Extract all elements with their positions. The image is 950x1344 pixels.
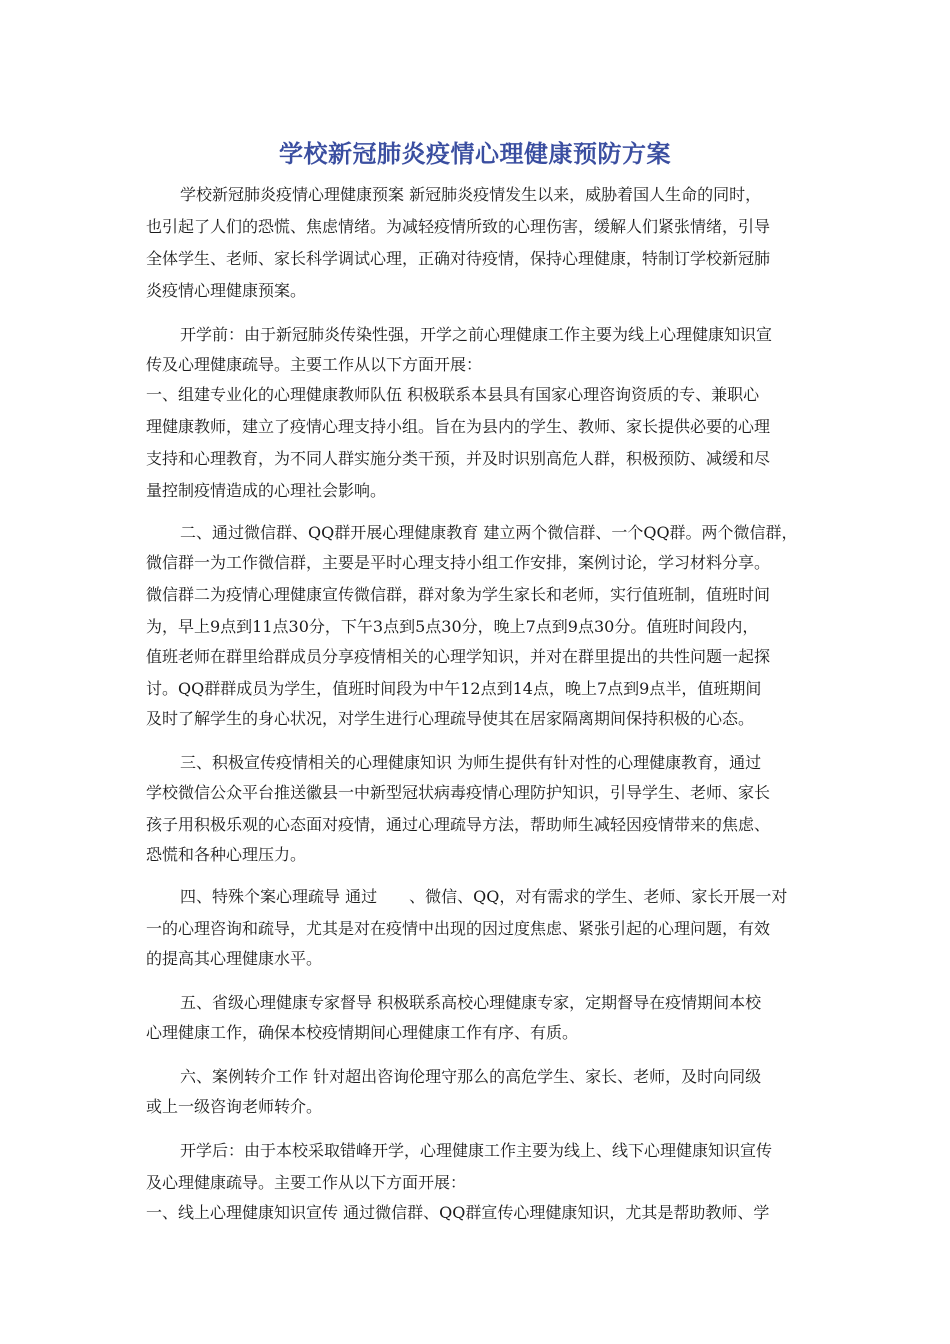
text-line: 一、组建专业化的心理健康教师队伍 积极联系本县具有国家心理咨询资质的专、兼职心 (146, 385, 760, 404)
text-line: 四、特殊个案心理疏导 通过 、微信、QQ，对有需求的学生、老师、家长开展一对 (180, 887, 788, 906)
text-line: 学校微信公众平台推送徽县一中新型冠状病毒疫情心理防护知识，引导学生、老师、家长 (146, 783, 771, 802)
text-line: 也引起了人们的恐慌、焦虑情绪。为减轻疫情所致的心理伤害，缓解人们紧张情绪，引导 (146, 217, 771, 236)
document-title: 学校新冠肺炎疫情心理健康预防方案 (279, 140, 671, 168)
text-line: 开学前：由于新冠肺炎传染性强，开学之前心理健康工作主要为线上心理健康知识宣 (180, 325, 773, 344)
text-line: 五、省级心理健康专家督导 积极联系高校心理健康专家，定期督导在疫情期间本校 (180, 993, 762, 1012)
text-line: 理健康教师，建立了疫情心理支持小组。旨在为县内的学生、教师、家长提供必要的心理 (146, 417, 771, 436)
text-line: 微信群一为工作微信群，主要是平时心理支持小组工作安排，案例讨论，学习材料分享。 (146, 553, 771, 572)
text-line: 学校新冠肺炎疫情心理健康预案 新冠肺炎疫情发生以来，威胁着国人生命的同时， (180, 185, 762, 204)
text-line: 三、积极宣传疫情相关的心理健康知识 为师生提供有针对性的心理健康教育，通过 (180, 753, 762, 772)
text-line: 讨。QQ群群成员为学生，值班时间段为中午12点到14点，晚上7点到9点半，值班期间 (146, 679, 762, 698)
text-line: 微信群二为疫情心理健康宣传微信群，群对象为学生家长和老师，实行值班制，值班时间 (146, 585, 771, 604)
text-line: 一、线上心理健康知识宣传 通过微信群、QQ群宣传心理健康知识，尤其是帮助教师、学 (146, 1203, 770, 1222)
text-line: 炎疫情心理健康预案。 (146, 281, 307, 300)
text-line: 量控制疫情造成的心理社会影响。 (146, 481, 387, 500)
text-line: 一的心理咨询和疏导，尤其是对在疫情中出现的因过度焦虑、紧张引起的心理问题，有效 (146, 919, 771, 938)
text-line: 传及心理健康疏导。主要工作从以下方面开展： (146, 355, 483, 374)
text-line: 或上一级咨询老师转介。 (146, 1097, 323, 1116)
text-line: 及时了解学生的身心状况，对学生进行心理疏导使其在居家隔离期间保持积极的心态。 (146, 709, 755, 728)
text-line: 的提高其心理健康水平。 (146, 949, 323, 968)
text-line: 及心理健康疏导。主要工作从以下方面开展： (146, 1173, 467, 1192)
text-line: 支持和心理教育，为不同人群实施分类干预，并及时识别高危人群，积极预防、减缓和尽 (146, 449, 771, 468)
text-line: 全体学生、老师、家长科学调试心理，正确对待疫情，保持心理健康，特制订学校新冠肺 (146, 249, 771, 268)
text-line: 孩子用积极乐观的心态面对疫情，通过心理疏导方法，帮助师生减轻因疫情带来的焦虑、 (146, 815, 771, 834)
text-line: 二、通过微信群、QQ群开展心理健康教育 建立两个微信群、一个QQ群。两个微信群， (180, 523, 798, 542)
text-line: 六、案例转介工作 针对超出咨询伦理守那么的高危学生、家长、老师，及时向同级 (180, 1067, 762, 1086)
text-line: 心理健康工作，确保本校疫情期间心理健康工作有序、有质。 (146, 1023, 579, 1042)
text-line: 开学后：由于本校采取错峰开学，心理健康工作主要为线上、线下心理健康知识宣传 (180, 1141, 773, 1160)
text-line: 值班老师在群里给群成员分享疫情相关的心理学知识，并对在群里提出的共性问题一起探 (146, 647, 771, 666)
text-line: 为，早上9点到11点30分，下午3点到5点30分，晚上7点到9点30分。值班时间段内， (146, 617, 759, 636)
text-line: 恐慌和各种心理压力。 (146, 845, 307, 864)
